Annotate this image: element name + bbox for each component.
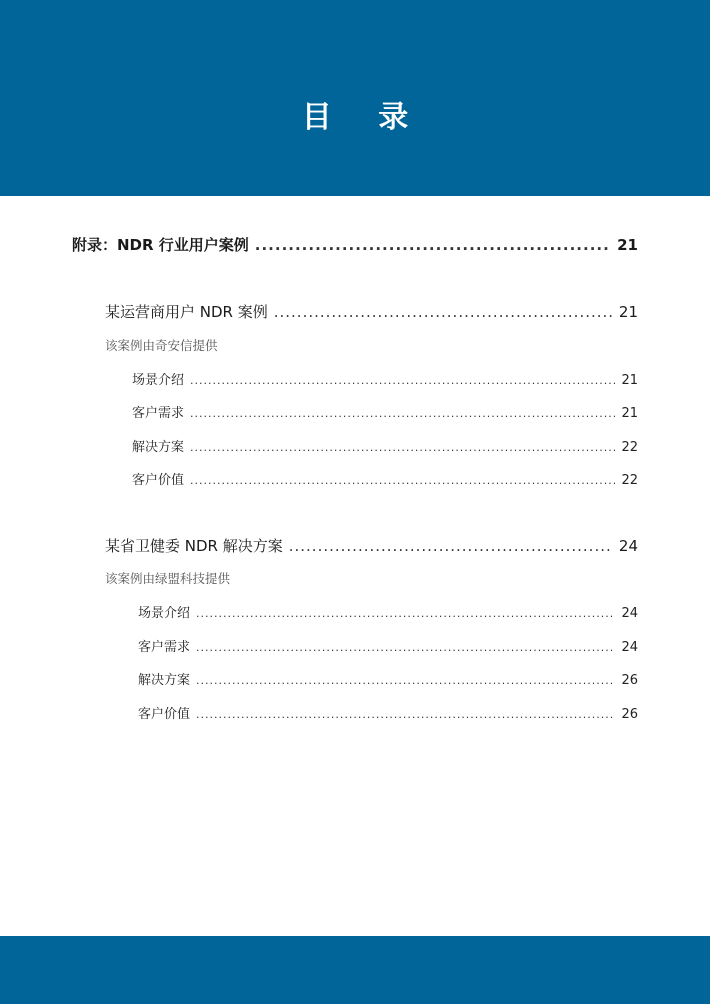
footer-band xyxy=(0,936,710,1004)
toc-entry-label: 解决方案 xyxy=(138,673,191,688)
toc-entry-item[interactable] xyxy=(138,669,638,688)
toc-entry-item[interactable] xyxy=(138,602,638,621)
toc-entry-label: 客户价值 xyxy=(138,707,191,722)
toc-entry-item[interactable] xyxy=(132,402,638,421)
toc-page-number: 22 xyxy=(621,473,638,488)
page-title: 目 录 xyxy=(301,100,427,135)
toc-entry-section[interactable] xyxy=(105,301,638,322)
toc-entry-label: 附录：NDR 行业用户案例 xyxy=(72,236,249,254)
toc-entry-label: 场景介绍 xyxy=(132,373,185,388)
toc-page-number: 21 xyxy=(621,406,638,421)
toc-page-number: 21 xyxy=(618,303,638,321)
toc-entry-item[interactable] xyxy=(138,703,638,722)
toc-page-number: 26 xyxy=(621,707,638,722)
toc-page-number: 24 xyxy=(618,537,638,555)
toc-leader-dots xyxy=(190,441,615,454)
toc-page-number: 24 xyxy=(621,606,638,621)
toc-page-number: 26 xyxy=(621,673,638,688)
toc-leader-dots xyxy=(196,607,615,620)
toc-entry-section[interactable] xyxy=(105,535,638,556)
toc-entry-label: 场景介绍 xyxy=(138,606,191,621)
toc-entry-label: 某省卫健委 NDR 解决方案 xyxy=(105,537,283,555)
toc-page-number: 24 xyxy=(621,640,638,655)
toc-leader-dots xyxy=(196,641,615,654)
toc-entry-label: 解决方案 xyxy=(132,440,185,455)
toc-leader-dots xyxy=(289,537,613,555)
provider-note: 该案例由绿盟科技提供 xyxy=(105,571,231,586)
toc-page-number: 22 xyxy=(621,440,638,455)
toc-entry-item[interactable] xyxy=(138,636,638,655)
toc-leader-dots xyxy=(274,303,613,321)
toc-leader-dots xyxy=(190,374,615,387)
toc-page-number: 21 xyxy=(617,236,638,254)
toc-entry-label: 客户需求 xyxy=(132,406,185,421)
toc-entry-item[interactable] xyxy=(132,469,638,488)
toc-entry-label: 客户需求 xyxy=(138,640,191,655)
toc-entry-label: 客户价值 xyxy=(132,473,185,488)
toc-leader-dots xyxy=(190,407,615,420)
toc-leader-dots xyxy=(196,708,615,721)
toc-leader-dots xyxy=(255,236,611,254)
toc-leader-dots xyxy=(196,674,615,687)
toc-page-number: 21 xyxy=(621,373,638,388)
toc-entry-item[interactable] xyxy=(132,369,638,388)
toc-entry-item[interactable] xyxy=(132,436,638,455)
toc-entry-appendix[interactable] xyxy=(72,234,638,255)
toc-leader-dots xyxy=(190,474,615,487)
toc-entry-label: 某运营商用户 NDR 案例 xyxy=(105,303,268,321)
provider-note: 该案例由奇安信提供 xyxy=(105,338,218,353)
